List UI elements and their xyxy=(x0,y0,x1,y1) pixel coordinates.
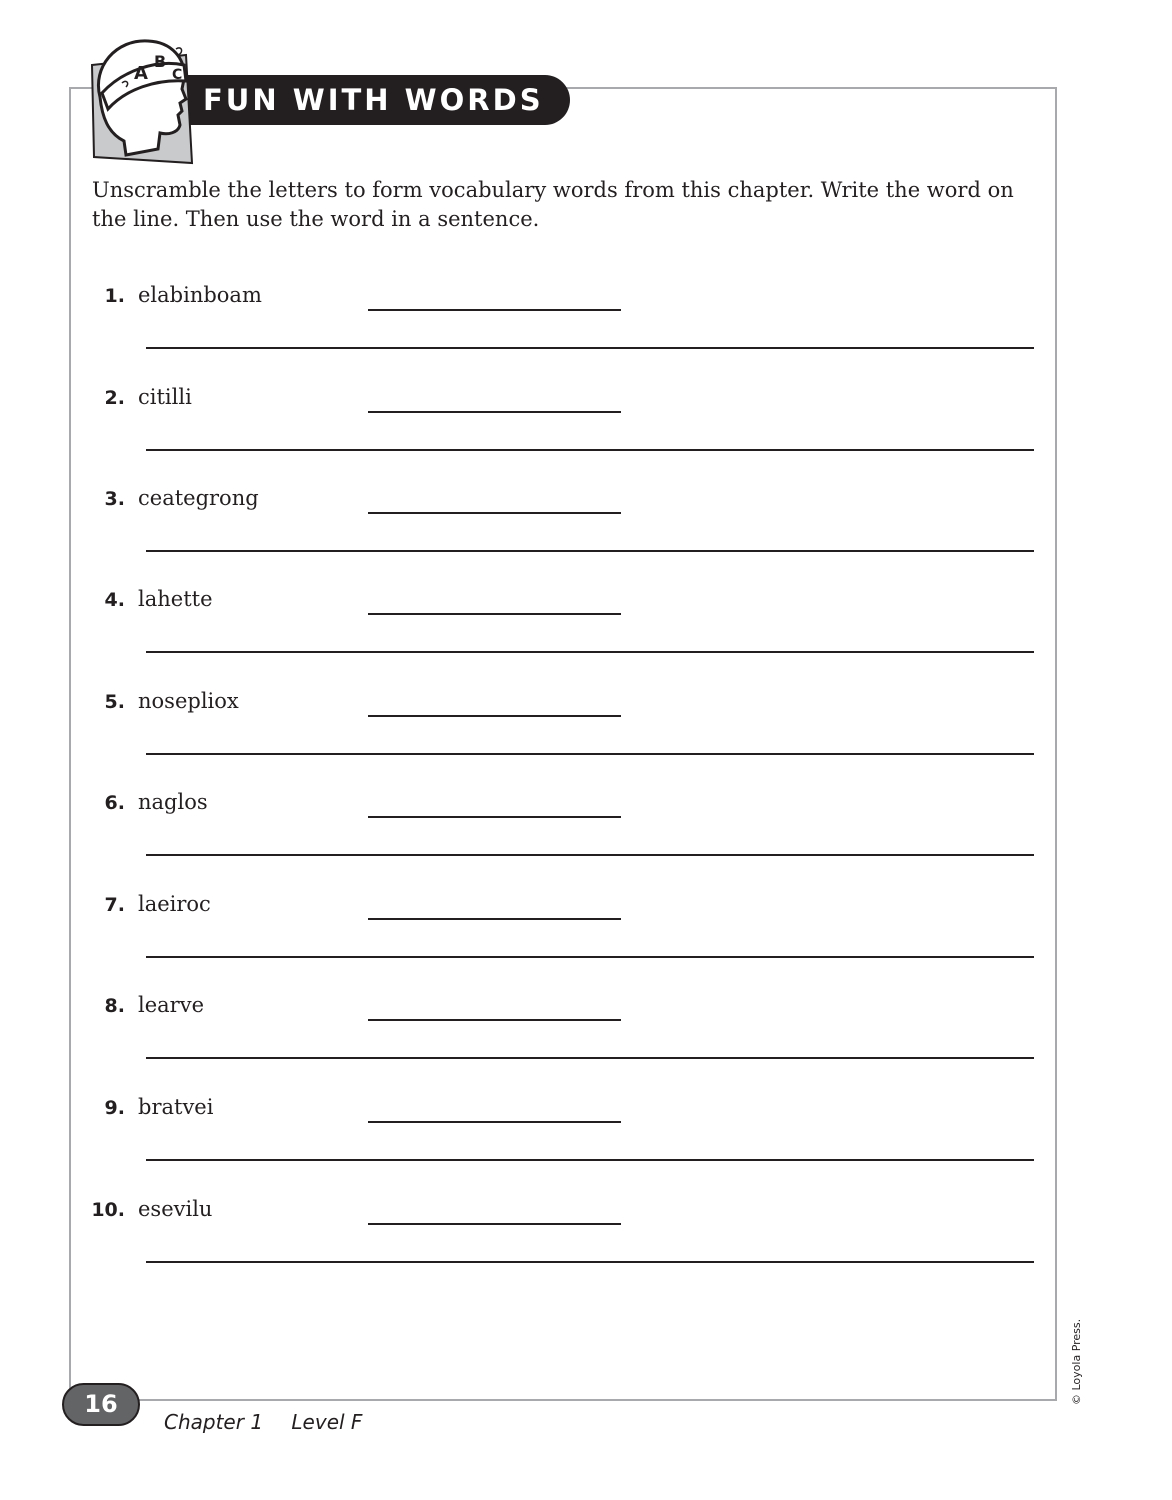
footer-chapter: Chapter 1 xyxy=(164,1410,264,1434)
sentence-line[interactable] xyxy=(146,753,1034,755)
scrambled-word: lahette xyxy=(138,587,213,611)
item-number: 8. xyxy=(104,995,125,1017)
answer-line[interactable] xyxy=(368,1121,621,1123)
item-number: 3. xyxy=(104,488,125,510)
sentence-line[interactable] xyxy=(146,854,1034,856)
copyright-notice: © Loyola Press. xyxy=(1070,1318,1083,1405)
scrambled-word: elabinboam xyxy=(138,283,262,307)
exercise-item xyxy=(0,789,1172,891)
footer xyxy=(164,1410,384,1434)
footer-level: Level F xyxy=(291,1410,363,1434)
instructions: Unscramble the letters to form vocabulary words from this chapter. Write the word on the line. Then use the word in a sentence. xyxy=(92,178,1014,231)
logo-letter-b: B xyxy=(154,52,167,71)
answer-line[interactable] xyxy=(368,309,621,311)
exercise-item xyxy=(0,992,1172,1094)
answer-line[interactable] xyxy=(368,411,621,413)
exercise-item xyxy=(0,688,1172,790)
head-abc-icon xyxy=(86,37,198,165)
sentence-line[interactable] xyxy=(146,651,1034,653)
exercise-item xyxy=(0,485,1172,587)
scrambled-word: citilli xyxy=(138,385,192,409)
item-number: 2. xyxy=(104,387,125,409)
item-number: 6. xyxy=(104,792,125,814)
logo-letter-a: A xyxy=(134,63,148,84)
exercise-item xyxy=(0,1196,1172,1298)
scrambled-word: esevilu xyxy=(138,1197,213,1221)
answer-line[interactable] xyxy=(368,1223,621,1225)
scrambled-word: learve xyxy=(138,993,204,1017)
item-number: 4. xyxy=(104,589,125,611)
exercise-item xyxy=(0,1094,1172,1196)
scrambled-word: bratvei xyxy=(138,1095,214,1119)
exercise-item xyxy=(0,384,1172,486)
scrambled-word: ceategrong xyxy=(138,486,259,510)
item-number: 10. xyxy=(91,1199,125,1221)
page-title: FUN WITH WORDS xyxy=(203,83,544,117)
sentence-line[interactable] xyxy=(146,1159,1034,1161)
sentence-line[interactable] xyxy=(146,347,1034,349)
exercise-item xyxy=(0,282,1172,384)
sentence-line[interactable] xyxy=(146,449,1034,451)
exercise-item xyxy=(0,891,1172,993)
page-number-badge: 16 xyxy=(62,1383,140,1426)
scrambled-word: laeiroc xyxy=(138,892,211,916)
sentence-line[interactable] xyxy=(146,1261,1034,1263)
answer-line[interactable] xyxy=(368,512,621,514)
scrambled-word: nosepliox xyxy=(138,689,239,713)
answer-line[interactable] xyxy=(368,613,621,615)
title-banner xyxy=(185,75,570,125)
exercise-item xyxy=(0,586,1172,688)
item-number: 7. xyxy=(104,894,125,916)
sentence-line[interactable] xyxy=(146,956,1034,958)
item-number: 1. xyxy=(104,285,125,307)
scrambled-word: naglos xyxy=(138,790,208,814)
logo-letter-c: C xyxy=(172,67,183,83)
item-number: 5. xyxy=(104,691,125,713)
answer-line[interactable] xyxy=(368,1019,621,1021)
answer-line[interactable] xyxy=(368,918,621,920)
sentence-line[interactable] xyxy=(146,550,1034,552)
answer-line[interactable] xyxy=(368,816,621,818)
sentence-line[interactable] xyxy=(146,1057,1034,1059)
item-number: 9. xyxy=(104,1097,125,1119)
answer-line[interactable] xyxy=(368,715,621,717)
